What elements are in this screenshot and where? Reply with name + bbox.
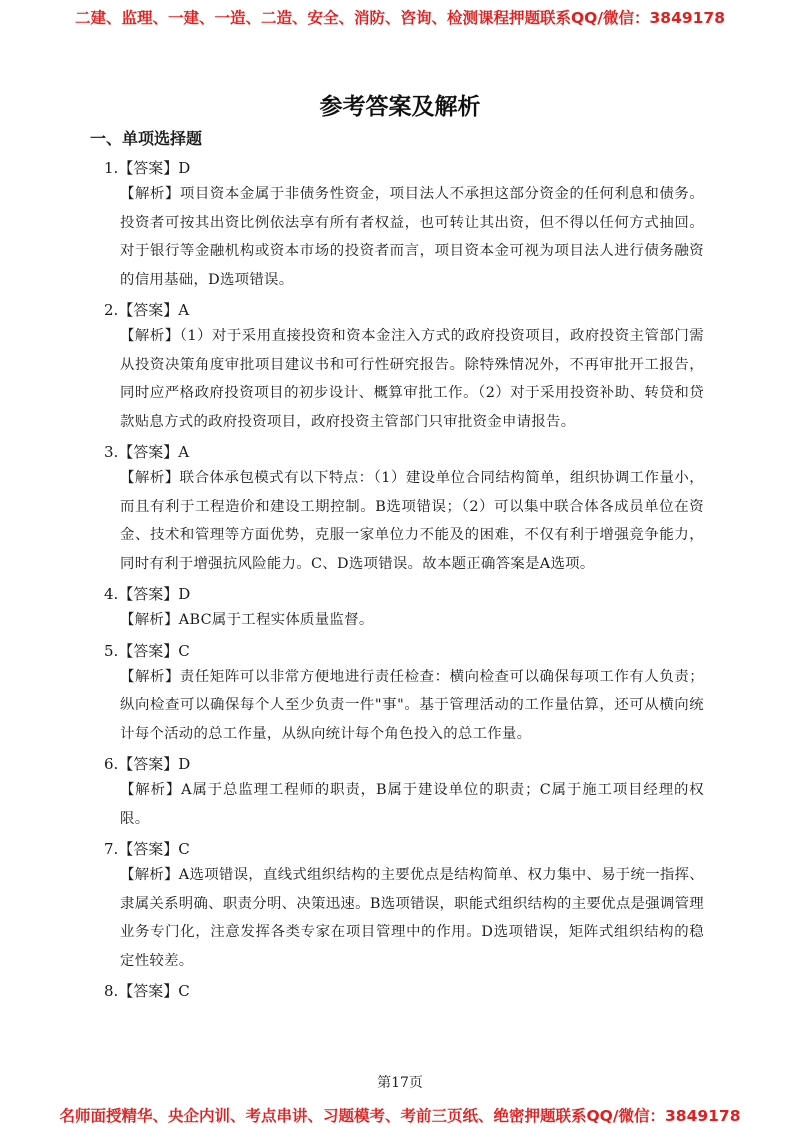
answer-line: 2.【答案】A bbox=[104, 301, 190, 319]
qa-item-8 bbox=[104, 979, 704, 1003]
answer-line: 3.【答案】A bbox=[104, 443, 190, 461]
qa-item-5 bbox=[104, 639, 704, 749]
answer-line: 1.【答案】D bbox=[104, 159, 191, 177]
analysis-text: 【解析】A选项错误，直线式组织结构的主要优点是结构简单、权力集中、易于统一指挥、隶属关系明确、职责分明、决策迅速。B选项错误，职能式组织结构的主要优点是强调管理业务专门化，注意发挥各类专家在项目管理中的作用。D选项错误，矩阵式组织结构的稳定性较差。 bbox=[120, 867, 704, 969]
qa-item-1 bbox=[104, 156, 704, 294]
analysis-text: 【解析】ABC属于工程实体质量监督。 bbox=[120, 612, 374, 628]
qa-item-7 bbox=[104, 837, 704, 975]
analysis-text: 【解析】（1）对于采用直接投资和资本金注入方式的政府投资项目，政府投资主管部门需从投资决策角度审批项目建议书和可行性研究报告。除特殊情况外，不再审批开工报告，同时应严格政府投资项目的初步设计、概算审批工作。（2）对于采用投资补助、转贷和贷款贴息方式的政府投资项目，政府投资主管部门只审批资金申请报告。 bbox=[120, 328, 704, 430]
answer-line: 5.【答案】C bbox=[104, 641, 190, 660]
header-banner: 二建、监理、一建、一造、二造、安全、消防、咨询、检测课程押题联系QQ/微信：3849178 bbox=[74, 9, 725, 27]
page-title: 参考答案及解析 bbox=[319, 94, 481, 120]
answer-line: 8.【答案】C bbox=[104, 982, 190, 1000]
analysis-text: 【解析】项目资本金属于非债务性资金，项目法人不承担这部分资金的任何利息和债务。投资者可按其出资比例依法享有所有者权益，也可转让其出资，但不得以任何方式抽回。对于银行等金融机构或资本市场的投资者而言，项目资本金可视为项目法人进行债务融资的信用基础，D选项错误。 bbox=[120, 186, 704, 288]
answer-line: 7.【答案】C bbox=[104, 840, 190, 858]
analysis-text: 【解析】责任矩阵可以非常方便地进行责任检查：横向检查可以确保每项工作有人负责；纵向检查可以确保每个人至少负责一件"事"。基于管理活动的工作量估算，还可从横向统计每个活动的总工作量，从纵向统计每个角色投入的总工作量。 bbox=[120, 668, 704, 742]
qa-item-6 bbox=[104, 752, 704, 833]
qa-item-2 bbox=[104, 298, 704, 436]
answer-line: 6.【答案】D bbox=[104, 755, 191, 773]
analysis-text: 【解析】联合体承包模式有以下特点：（1）建设单位合同结构简单，组织协调工作量小，而且有利于工程造价和建设工期控制。B选项错误；（2）可以集中联合体各成员单位在资金、技术和管理等方面优势，克服一家单位力不能及的困难，不仅有利于增强竞争能力，同时有利于增强抗风险能力。C、D选项错误。故本题正确答案是A选项。 bbox=[120, 470, 704, 572]
analysis-text: 【解析】A属于总监理工程师的职责，B属于建设单位的职责；C属于施工项目经理的权限。 bbox=[120, 782, 704, 827]
qa-item-3 bbox=[104, 440, 704, 578]
section-heading: 一、单项选择题 bbox=[90, 129, 203, 148]
qa-item-4 bbox=[104, 582, 704, 635]
answer-line: 4.【答案】D bbox=[104, 585, 191, 603]
page-number: 第17页 bbox=[377, 1075, 423, 1091]
answer-list bbox=[104, 156, 704, 1003]
footer-banner: 名师面授精华、央企内训、考点串讲、习题模考、考前三页纸、绝密押题联系QQ/微信：3849178 bbox=[59, 1107, 741, 1125]
